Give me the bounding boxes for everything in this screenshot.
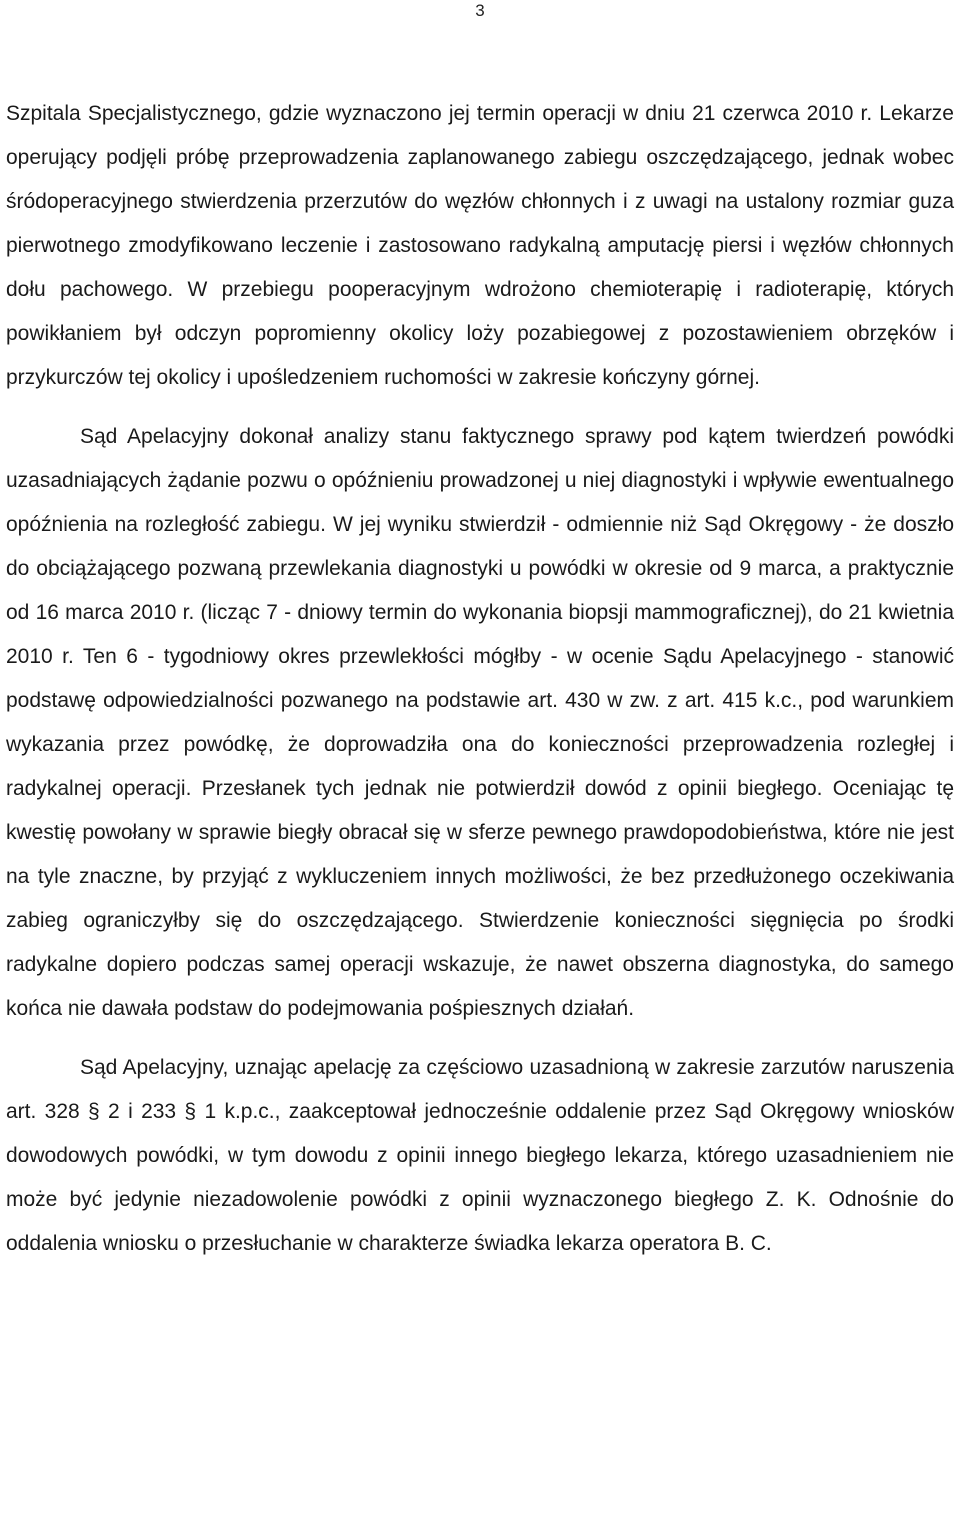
- document-body: [6, 92, 954, 1266]
- paragraph-2: Sąd Apelacyjny dokonał analizy stanu faktycznego sprawy pod kątem twierdzeń powódki uzasadniających żądanie pozwu o opóźnieniu prowadzonej u niej diagnostyki i wpływie ewentualnego opóźnienia na rozległość zabiegu. W jej wyniku stwierdził - odmiennie niż Sąd Okręgowy - że doszło do obciążającego pozwaną przewlekania diagnostyki u powódki w okresie od 9 marca, a praktycznie od 16 marca 2010 r. (licząc 7 - dniowy termin do wykonania biopsji mammograficznej), do 21 kwietnia 2010 r. Ten 6 - tygodniowy okres przewlekłości mógłby - w ocenie Sądu Apelacyjnego - stanowić podstawę odpowiedzialności pozwanego na podstawie art. 430 w zw. z art. 415 k.c., pod warunkiem wykazania przez powódkę, że doprowadziła ona do konieczności przeprowadzenia rozległej i radykalnej operacji. Przesłanek tych jednak nie potwierdził dowód z opinii biegłego. Oceniając tę kwestię powołany w sprawie biegły obracał się w sferze pewnego prawdopodobieństwa, które nie jest na tyle znaczne, by przyjąć z wykluczeniem innych możliwości, że bez przedłużonego oczekiwania zabieg ograniczyłby się do oszczędzającego. Stwierdzenie konieczności sięgnięcia po środki radykalne dopiero podczas samej operacji wskazuje, że nawet obszerna diagnostyka, do samego końca nie dawała podstaw do podejmowania pośpiesznych działań.: [6, 425, 954, 1020]
- paragraph-3: Sąd Apelacyjny, uznając apelację za częściowo uzasadnioną w zakresie zarzutów naruszenia art. 328 § 2 i 233 § 1 k.p.c., zaakceptował jednocześnie oddalenie przez Sąd Okręgowy wniosków dowodowych powódki, w tym dowodu z opinii innego biegłego lekarza, którego uzasadnieniem nie może być jedynie niezadowolenie powódki z opinii wyznaczonego biegłego Z. K. Odnośnie do oddalenia wniosku o przesłuchanie w charakterze świadka lekarza operatora B. C.: [6, 1056, 954, 1255]
- paragraph-1: Szpitala Specjalistycznego, gdzie wyznaczono jej termin operacji w dniu 21 czerwca 2010 r. Lekarze operujący podjęli próbę przeprowadzenia zaplanowanego zabiegu oszczędzającego, jednak wobec śródoperacyjnego stwierdzenia przerzutów do węzłów chłonnych i z uwagi na ustalony rozmiar guza pierwotnego zmodyfikowano leczenie i zastosowano radykalną amputację piersi i węzłów chłonnych dołu pachowego. W przebiegu pooperacyjnym wdrożono chemioterapię i radioterapię, których powikłaniem był odczyn popromienny okolicy loży pozabiegowej z pozostawieniem obrzęków i przykurczów tej okolicy i upośledzeniem ruchomości w zakresie kończyny górnej.: [6, 102, 954, 389]
- page-number: 3: [475, 1, 485, 20]
